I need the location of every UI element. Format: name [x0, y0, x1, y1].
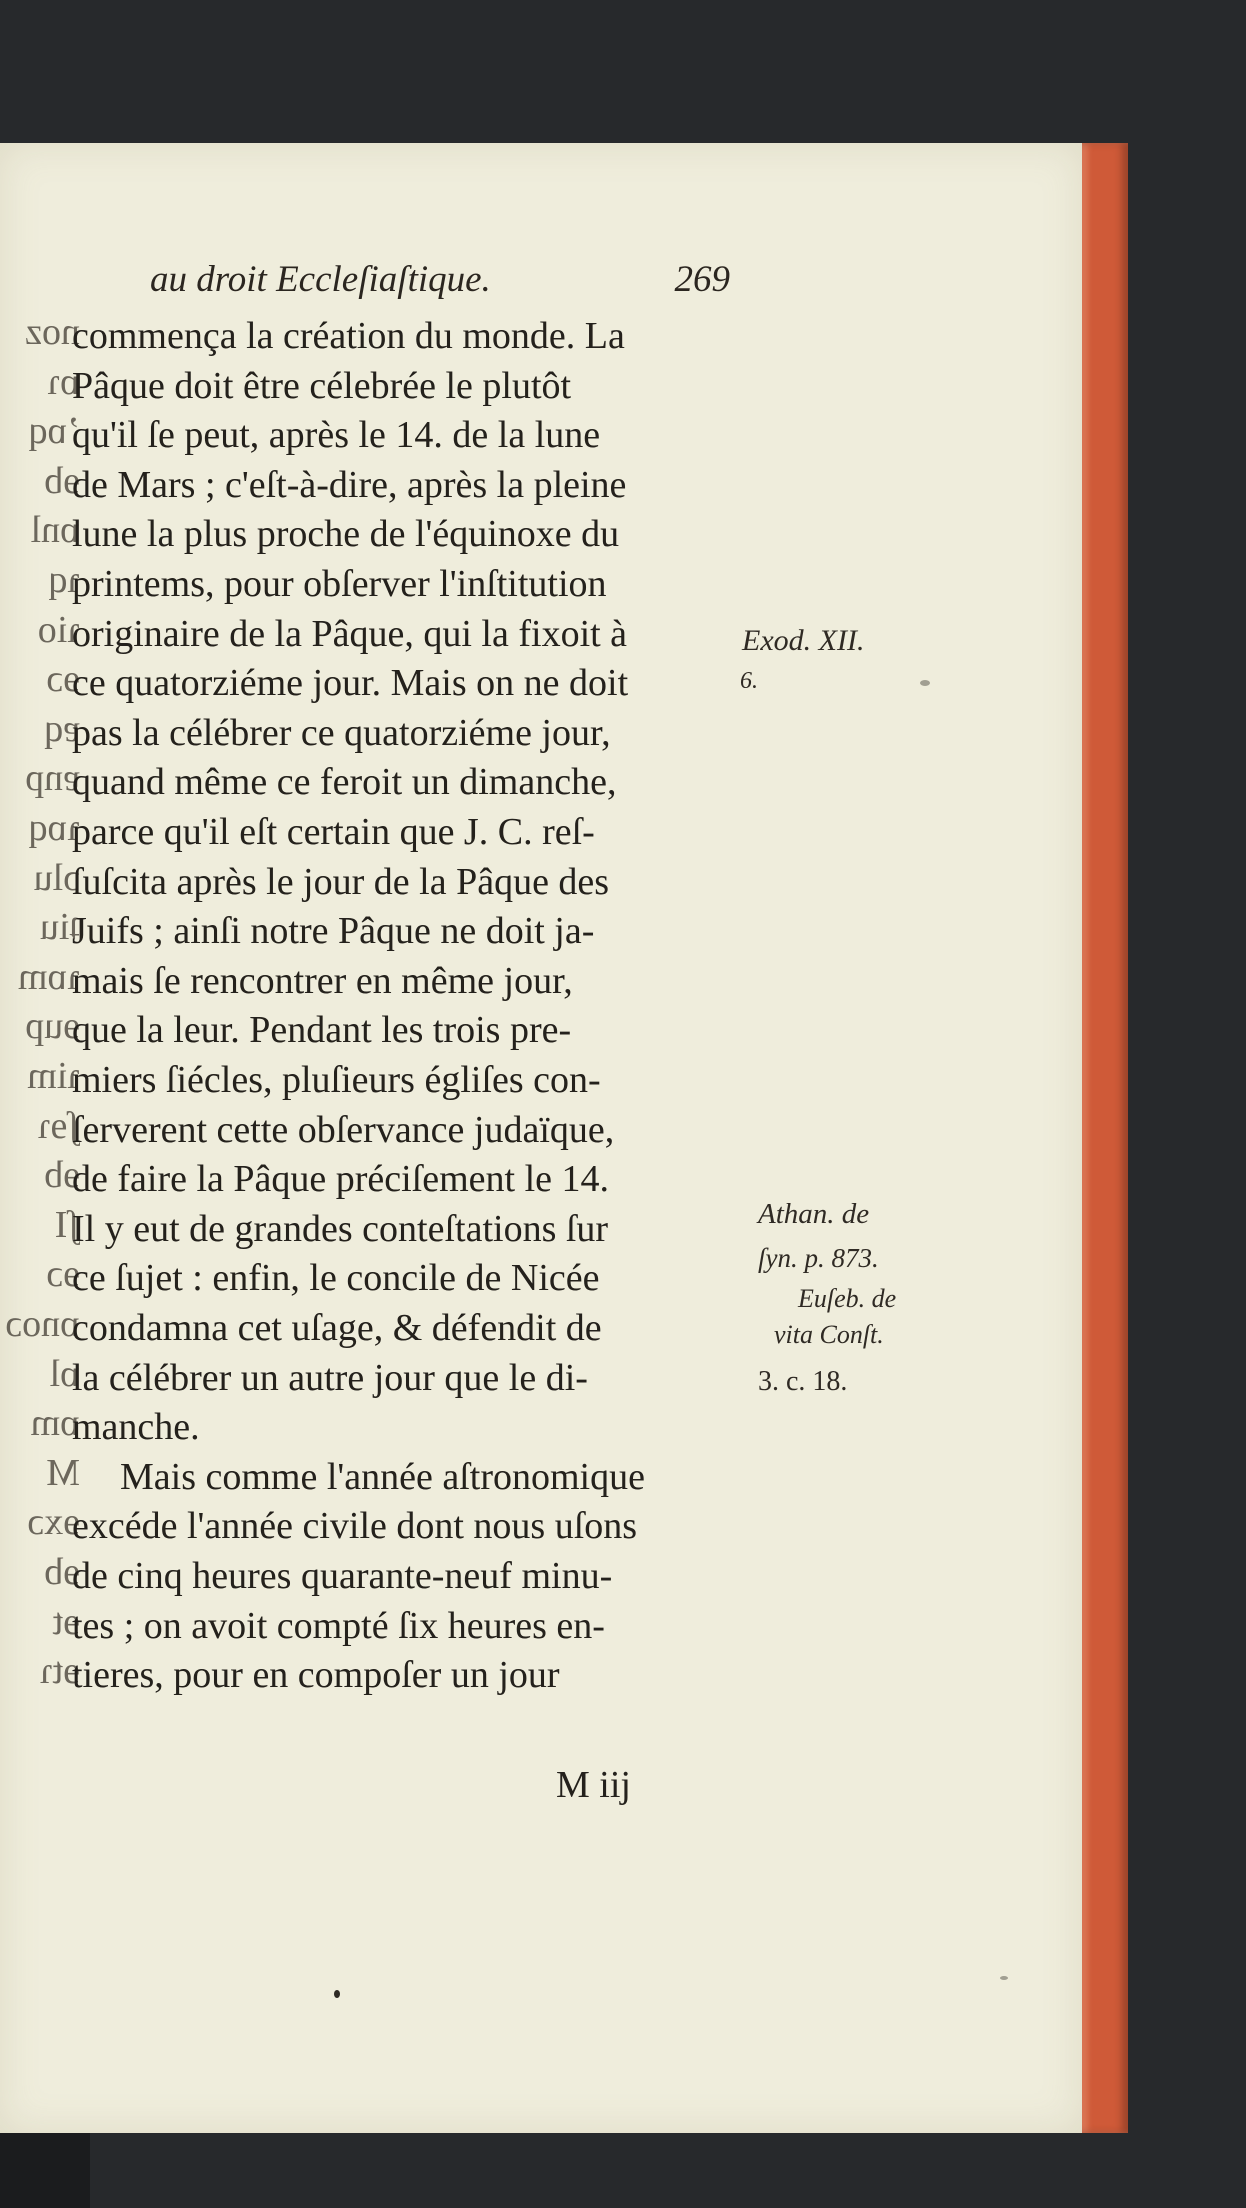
- bleed-line: ɘɔ: [46, 1253, 80, 1296]
- bleed-line: ʃɘɿ: [37, 1104, 80, 1147]
- text-line: lune la plus proche de l'équinoxe du: [72, 513, 620, 556]
- bleed-line: noz: [25, 311, 80, 353]
- bleed-line: ɘb: [44, 1551, 80, 1593]
- margin-notes-block: [758, 1180, 958, 1640]
- text-line: qu'il ſe peut, après le 14. de la lune: [72, 414, 601, 457]
- text-line: de cinq heures quarante-neuf minu-: [72, 1555, 613, 1597]
- bleed-line: ɒnoɔ: [5, 1303, 80, 1345]
- text-line: Juifs ; ainſi notre Pâque ne doit ja-: [72, 910, 595, 953]
- page-number: 269: [674, 259, 730, 300]
- bleed-line: M: [46, 1451, 80, 1494]
- bleed-line: ɿim: [27, 1055, 80, 1097]
- text-line: tieres, pour en compoſer un jour: [72, 1654, 560, 1697]
- text-line: parce qu'il eſt certain que J. C. reſ-: [72, 811, 595, 853]
- text-line: excéde l'année civile dont nous uſons: [72, 1505, 638, 1548]
- text-line: Il y eut de grandes conteſtations ſur: [72, 1207, 609, 1250]
- bleed-line: ʇiu: [39, 906, 80, 949]
- bleed-through-column: [0, 310, 80, 1770]
- bleed-line: ɿq: [48, 559, 80, 601]
- running-head: [150, 258, 730, 314]
- bleed-line: ɒnl: [30, 509, 80, 552]
- bleed-line: ɘb: [44, 1154, 80, 1197]
- bleed-line: ɿɒm: [17, 955, 80, 998]
- text-line: la célébrer un autre jour que le di-: [72, 1356, 588, 1399]
- bleed-line: ɒm: [30, 1402, 80, 1445]
- body-text: [72, 312, 762, 1832]
- text-line: ce quatorziéme jour. Mais on ne doit: [72, 662, 629, 705]
- ink-speck: [920, 680, 930, 686]
- text-line: commença la création du monde. La: [72, 315, 625, 357]
- bleed-line: ɘb: [44, 459, 80, 502]
- bleed-line: ɒɿ: [47, 360, 80, 403]
- text-line: condamna cet uſage, & défendit de: [72, 1307, 602, 1349]
- text-line: miers ſiécles, pluſieurs égliſes con-: [72, 1059, 601, 1101]
- text-line: tes ; on avoit compté ſix heures en-: [72, 1604, 605, 1647]
- bleed-line: ɔlu: [33, 856, 80, 899]
- text-line: quand même ce feroit un dimanche,: [72, 761, 617, 804]
- margin-note-euseb: Euſeb. de: [798, 1284, 897, 1313]
- margin-note-syn: ſyn. p. 873.: [758, 1243, 879, 1273]
- text-line: ce ſujet : enfin, le concile de Nicée: [72, 1257, 600, 1300]
- bleed-line: ɘt: [52, 1600, 80, 1643]
- bleed-line: ʃI: [54, 1203, 80, 1246]
- text-line: de faire la Pâque préciſement le 14.: [72, 1158, 610, 1201]
- text-line: originaire de la Pâque, qui la fixoit à: [72, 612, 628, 655]
- bleed-line: ɿio: [37, 608, 80, 651]
- bleed-line: ɿɒq: [28, 807, 80, 849]
- text-line: de Mars ; c'eſt-à-dire, après la pleine: [72, 463, 627, 506]
- bleed-line: ɒl: [49, 1352, 80, 1395]
- binding-shadow: [0, 2120, 90, 2208]
- ink-speck: [334, 1990, 340, 1998]
- signature-mark: M iij: [556, 1764, 631, 1806]
- text-line: manche.: [72, 1406, 200, 1449]
- text-line: ſuſcita après le jour de la Pâque des: [72, 860, 610, 903]
- text-line: ſerverent cette obſervance judaïque,: [72, 1108, 615, 1151]
- bleed-line: ɘup: [25, 1005, 80, 1048]
- text-line: que la leur. Pendant les trois pre-: [72, 1009, 572, 1052]
- paragraph-first-line: Mais comme l'année aſtronomique: [120, 1455, 645, 1498]
- margin-note-vita: vita Conſt.: [774, 1320, 884, 1349]
- running-head-title: au droit Eccleſiaſtique.: [150, 259, 491, 300]
- margin-note-exod: Exod. XII.: [742, 624, 865, 657]
- bleed-line: ɘxɔ: [27, 1501, 80, 1544]
- bleed-line: ɘɔ: [46, 658, 80, 701]
- margin-note-ref: 3. c. 18.: [758, 1366, 848, 1397]
- margin-note-athan: Athan. de: [758, 1198, 870, 1230]
- bleed-line: ʼɒq: [28, 410, 80, 453]
- text-line: mais ſe rencontrer en même jour,: [72, 959, 573, 1002]
- text-line: pas la célébrer ce quatorziéme jour,: [72, 711, 611, 754]
- ink-speck: [1000, 1976, 1008, 1980]
- text-line: Pâque doit être célebrée le plutôt: [72, 364, 572, 407]
- bleed-line: ɐq: [44, 707, 80, 750]
- bleed-line: ɘtɿ: [39, 1650, 80, 1693]
- text-line: printems, pour obſerver l'inſtitution: [72, 563, 607, 605]
- margin-note-exod-verse: 6.: [740, 668, 758, 694]
- bleed-line: ɐnp: [25, 757, 80, 800]
- red-page-edge: [1082, 143, 1128, 2133]
